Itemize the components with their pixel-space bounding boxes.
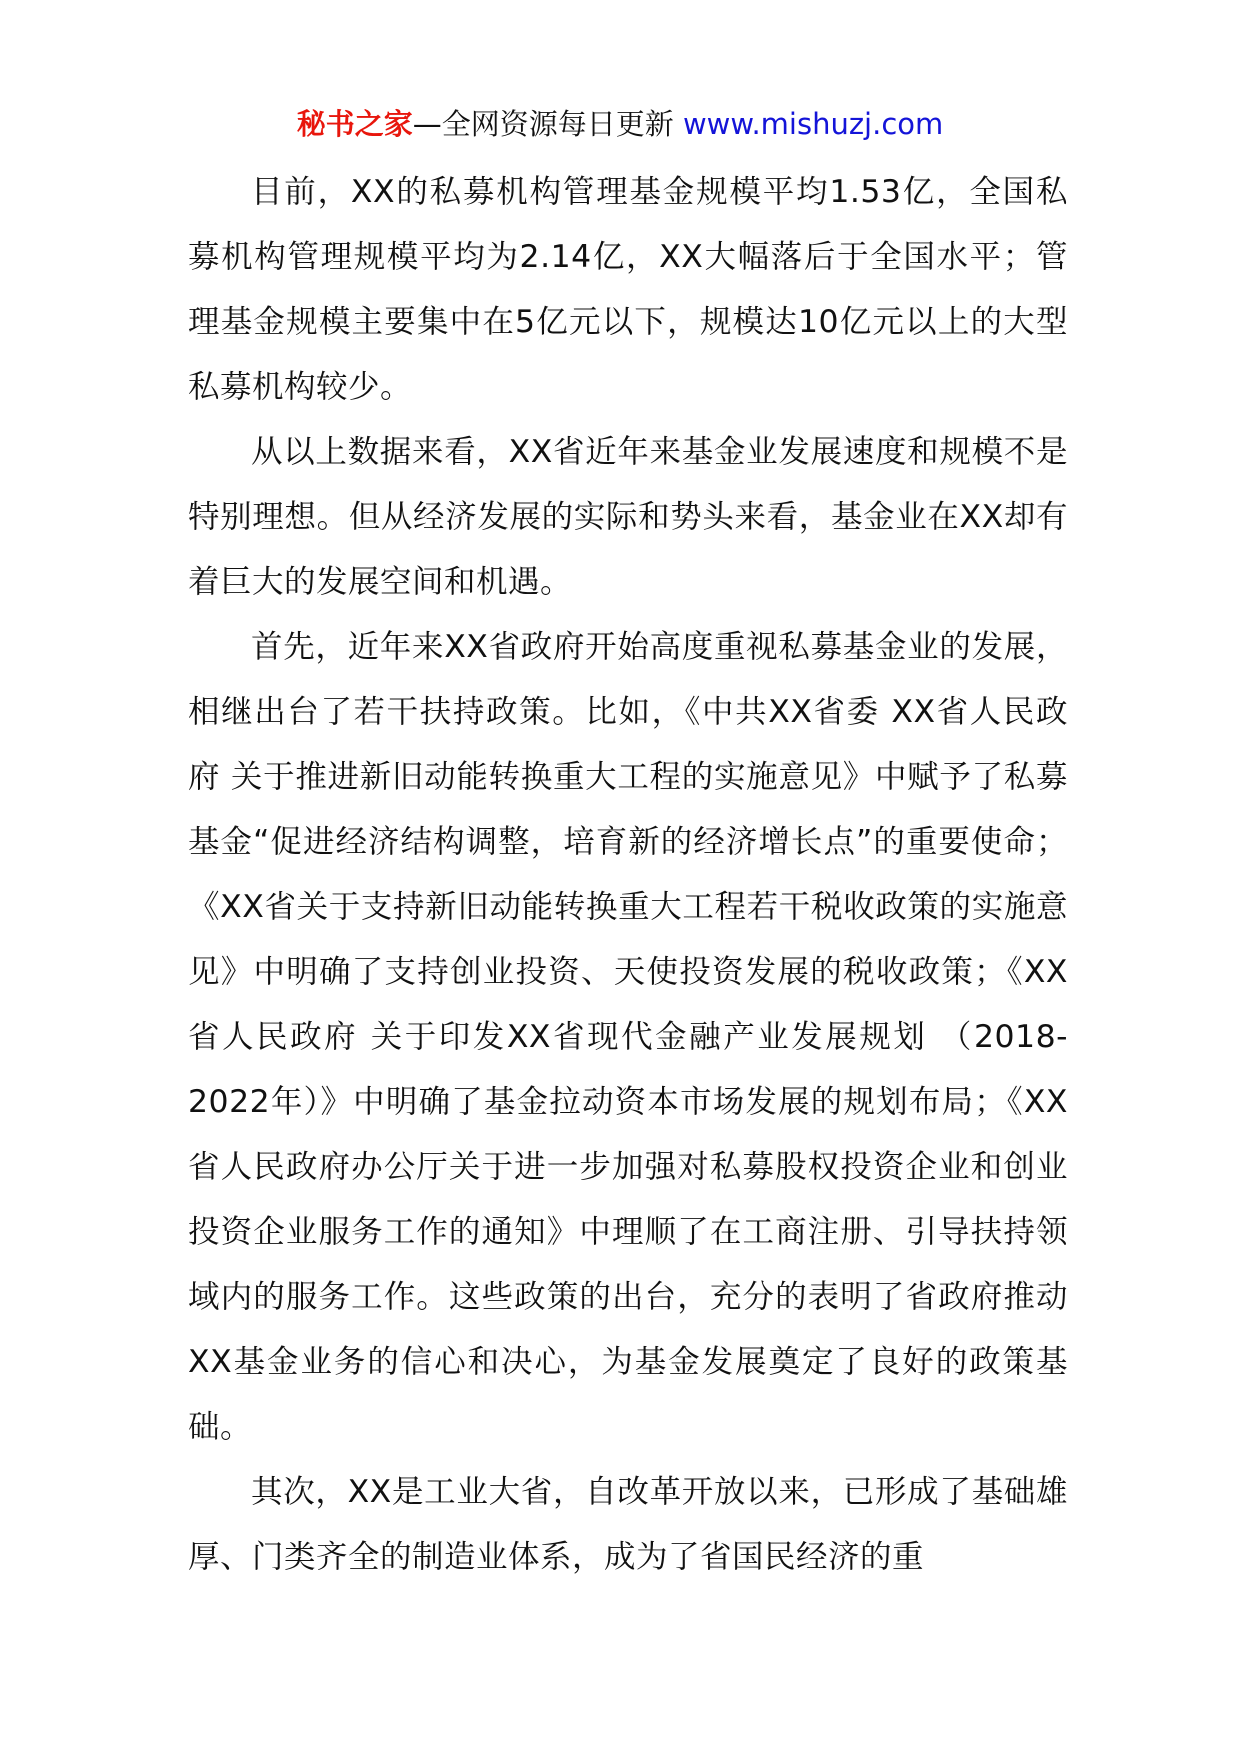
paragraph-4: 其次，XX是工业大省，自改革开放以来，已形成了基础雄厚、门类齐全的制造业体系，成为了省国民经济的重 [188, 1474, 1068, 1575]
brand-name: 秘书之家 [296, 107, 413, 141]
document-body [188, 160, 1068, 1590]
paragraph-2: 从以上数据来看，XX省近年来基金业发展速度和规模不是特别理想。但从经济发展的实际和势头来看，基金业在XX却有着巨大的发展空间和机遇。 [188, 434, 1068, 600]
paragraph-3: 首先，近年来XX省政府开始高度重视私募基金业的发展，相继出台了若干扶持政策。比如，《中共XX省委 XX省人民政府 关于推进新旧动能转换重大工程的实施意见》中赋予了私募基金“促进经济结构调整，培育新的经济增长点”的重要使命；《XX省关于支持新旧动能转换重大工程若干税收政策的实施意见》中明确了支持创业投资、天使投资发展的税收政策；《XX省人民政府 关于印发XX省现代金融产业发展规划 （2018-2022年）》中明确了基金拉动资本市场发展的规划布局；《XX省人民政府办公厅关于进一步加强对私募股权投资企业和创业投资企业服务工作的通知》中理顺了在工商注册、引导扶持领域内的服务工作。这些政策的出台，充分的表明了省政府推动XX基金业务的信心和决心，为基金发展奠定了良好的政策基础。 [188, 629, 1068, 1445]
site-url-link[interactable]: www.mishuzj.com [682, 107, 944, 141]
paragraph-1: 目前，XX的私募机构管理基金规模平均1.53亿，全国私募机构管理规模平均为2.14亿，XX大幅落后于全国水平；管理基金规模主要集中在5亿元以下，规模达10亿元以上的大型私募机构较少。 [188, 174, 1068, 405]
site-header [0, 104, 1240, 144]
header-tagline: —全网资源每日更新 [412, 107, 674, 141]
